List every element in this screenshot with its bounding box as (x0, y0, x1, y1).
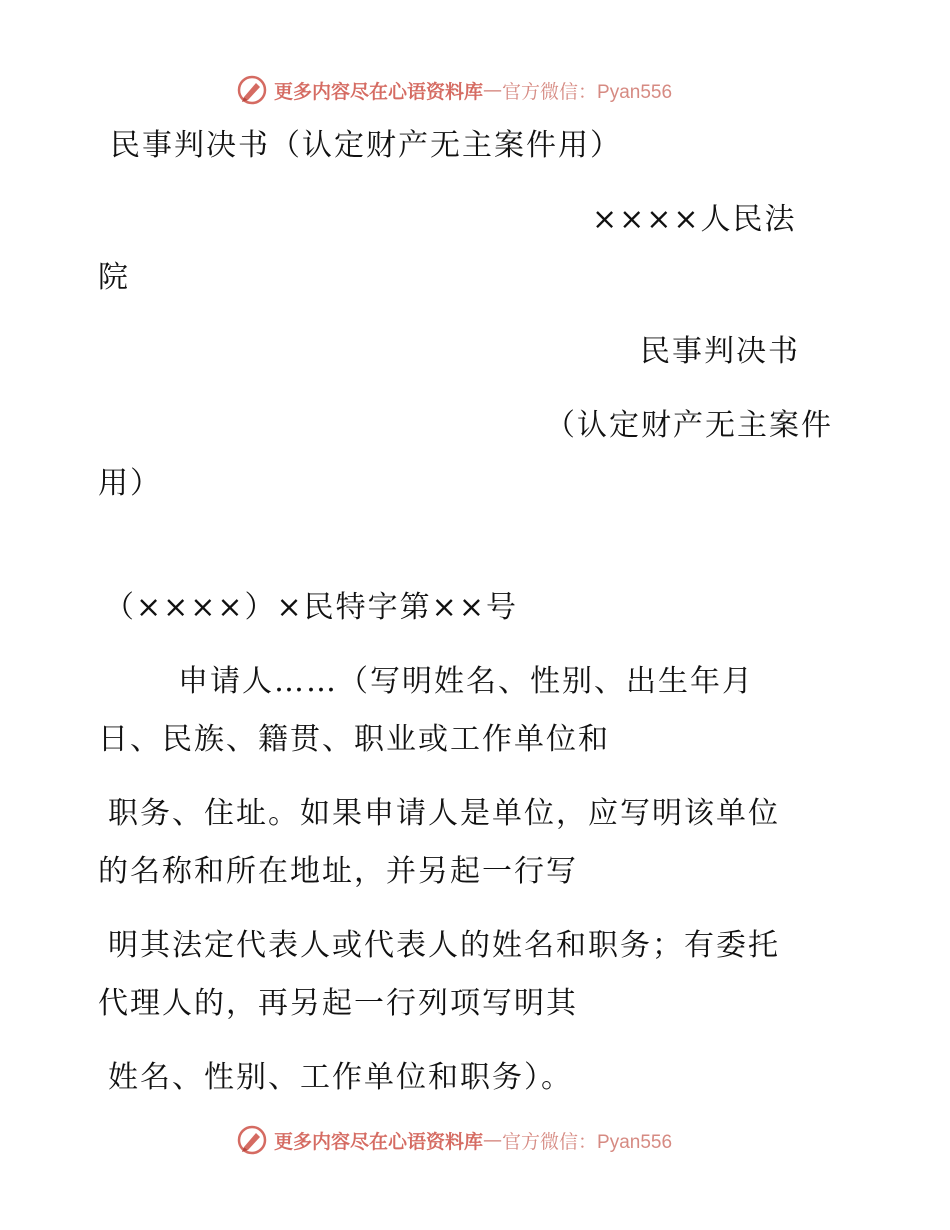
watermark-banner-top (236, 72, 672, 108)
document-title: 民事判决书 (640, 334, 800, 369)
document-heading: 民事判决书（认定财产无主案件用） (110, 128, 622, 163)
body-line: 代理人的，再另起一行列项写明其 (98, 986, 578, 1021)
document-subtitle-line-2: 用） (98, 466, 162, 501)
body-line: 日、民族、籍贯、职业或工作单位和 (98, 722, 610, 757)
watermark-separator: — (483, 1129, 503, 1151)
watermark-separator: — (483, 79, 503, 101)
watermark-brand-text: 更多内容尽在心语资料库 (274, 1130, 484, 1153)
body-line: 的名称和所在地址，并另起一行写 (98, 854, 578, 889)
document-subtitle-line-1: （认定财产无主案件 (545, 408, 833, 443)
body-line: 职务、住址。如果申请人是单位，应写明该单位 (108, 796, 780, 831)
case-number: （××××）×民特字第××号 (104, 590, 518, 625)
watermark-brand-text: 更多内容尽在心语资料库 (274, 80, 484, 103)
watermark-wechat-text: 官方微信：Pyan556 (502, 81, 673, 103)
court-name-line-1: ××××人民法 (592, 202, 797, 237)
pen-logo-icon (236, 74, 268, 106)
pen-logo-icon (236, 1124, 268, 1156)
watermark-banner-bottom (236, 1122, 672, 1158)
court-name-line-2: 院 (98, 260, 130, 295)
body-line: 姓名、性别、工作单位和职务）。 (108, 1060, 573, 1095)
body-line: 明其法定代表人或代表人的姓名和职务；有委托 (108, 928, 780, 963)
body-line: 申请人……（写明姓名、性别、出生年月 (178, 664, 754, 699)
watermark-wechat-text: 官方微信：Pyan556 (502, 1131, 673, 1153)
